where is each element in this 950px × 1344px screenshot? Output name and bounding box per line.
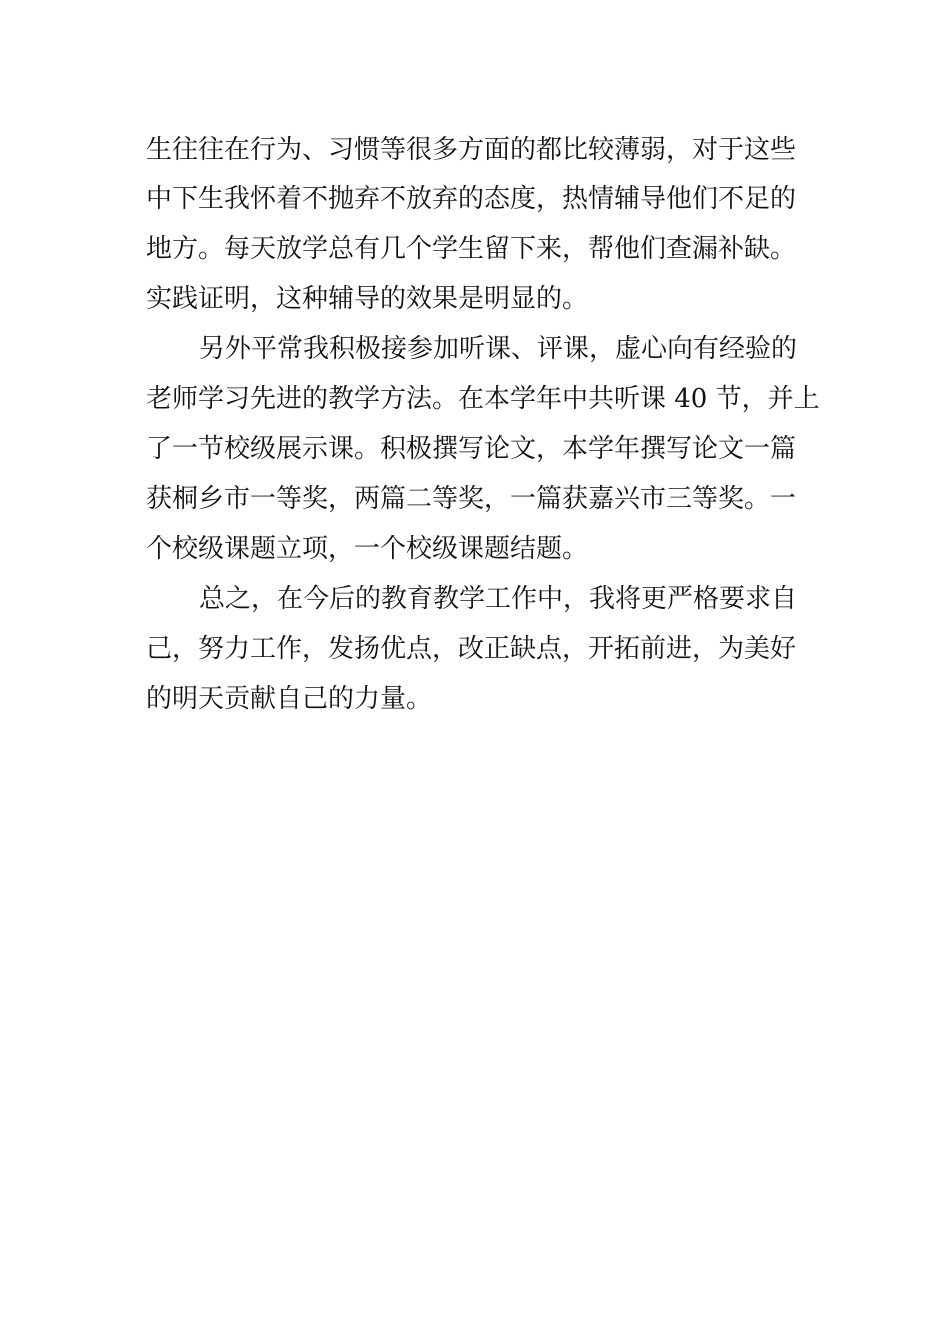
- text-line: 实践证明，这种辅导的效果是明显的。: [146, 284, 589, 314]
- paragraph-first-line: 另外平常我积极接参加听课、评课，虚心向有经验的: [199, 334, 798, 364]
- text-line: 获桐乡市一等奖，两篇二等奖，一篇获嘉兴市三等奖。一: [146, 484, 797, 514]
- text-line: 地方。每天放学总有几个学生留下来，帮他们查漏补缺。: [146, 234, 797, 264]
- text-line: 生往往在行为、习惯等很多方面的都比较薄弱，对于这些: [146, 135, 797, 165]
- text-line: 老师学习先进的教学方法。在本学年中共听课 40 节，并上: [146, 384, 820, 414]
- text-line: 了一节校级展示课。积极撰写论文，本学年撰写论文一篇: [146, 434, 797, 464]
- text-line: 个校级课题立项，一个校级课题结题。: [146, 534, 589, 564]
- text-line: 中下生我怀着不抛弃不放弃的态度，热情辅导他们不足的: [146, 184, 797, 214]
- text-line: 的明天贡献自己的力量。: [146, 684, 433, 714]
- text-line: 己，努力工作，发扬优点，改正缺点，开拓前进，为美好: [146, 634, 797, 664]
- paragraph-first-line: 总之，在今后的教育教学工作中，我将更严格要求自: [199, 584, 798, 614]
